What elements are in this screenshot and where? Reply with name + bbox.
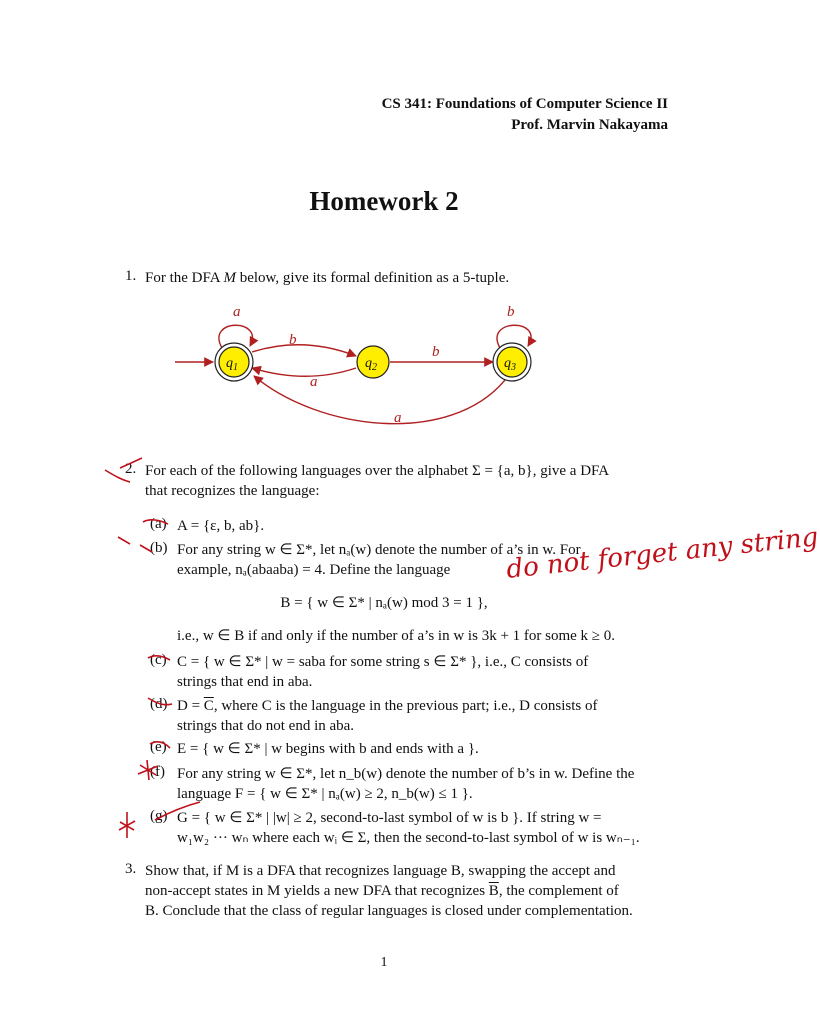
part-f-text: For any string w ∈ Σ*, let n_b(w) denote the number of b’s in w. Define the language F = { w ∈ Σ* | nₐ(w) ≥ 2, n_b(w) ≤ 1 }. [177, 766, 635, 802]
tick-mark-b [118, 537, 152, 552]
state-q2 [357, 346, 389, 378]
problem-2-number: 2. [125, 461, 137, 477]
problem-1-number: 1. [125, 268, 137, 284]
part-f-label: (f) [150, 764, 165, 780]
part-g-text: G = { w ∈ Σ* | |w| ≥ 2, second-to-last symbol of w is b }. If string w = w₁w₂ ··· wₙ where each wᵢ ∈ Σ, then the second-to-last symbol of w is wₙ₋₁. [177, 810, 640, 846]
dfa-diagram [0, 296, 768, 446]
star-mark-g [119, 812, 135, 838]
course-header [382, 94, 668, 136]
svg-text:q1: $q_1$ [226, 356, 238, 373]
part-e-text: E = { w ∈ Σ* | w begins with b and ends with a }. [177, 741, 479, 757]
edge-q1-q2-b [252, 345, 356, 356]
part-b-text: For any string w ∈ Σ*, let nₐ(w) denote the number of a’s in w. For example, nₐ(abaaba) = 4. Define the language [177, 542, 581, 578]
problem-3-number: 3. [125, 861, 137, 877]
professor-name: Prof. Marvin Nakayama [511, 117, 668, 133]
edge-label-q1-q2: b [289, 332, 297, 348]
edge-label-q2-q1: a [310, 374, 318, 390]
part-d-text: $D = \overline{C}$, where C is the language in the previous part; i.e., D consists of strings that do not end in aba. [177, 698, 598, 734]
state-q3 [493, 343, 531, 381]
page-title: Homework 2 [309, 186, 459, 216]
edge-label-q3-q1: a [394, 410, 402, 426]
part-d-label: (d) [150, 696, 168, 712]
edge-q3-q1-a [254, 376, 505, 424]
edge-q2-q1-a [252, 368, 356, 376]
part-a-label: (a) [150, 516, 167, 532]
svg-text:q3: $q_3$ [504, 356, 516, 373]
part-c-label: (c) [150, 652, 167, 668]
part-c-text: C = { w ∈ Σ* | w = saba for some string s ∈ Σ* }, i.e., C consists of strings that end in aba. [177, 654, 589, 690]
part-b-display-equation: B = { w ∈ Σ* | nₐ(w) mod 3 = 1 }, [280, 595, 488, 611]
part-b-explanation: i.e., w ∈ B if and only if the number of a’s in w is 3k + 1 for some k ≥ 0. [177, 628, 616, 644]
page-number: 1 [380, 955, 388, 970]
part-a-text: A = {ε, b, ab}. [177, 518, 265, 534]
problem-1-text: For the DFA M below, give its formal definition as a 5-tuple. [145, 270, 510, 286]
check-mark-problem-2 [105, 458, 142, 482]
svg-text:q2: $q_2$ [365, 356, 377, 373]
part-g-label: (g) [150, 808, 168, 824]
problem-3-text: Show that, if M is a DFA that recognizes language B, swapping the accept and non-accept states in M yields a new DFA that recognizes $\overline{B}$, the complement of B. Conclude that the class of regular languages is closed under complementation. [145, 863, 633, 919]
edge-label-q2-q3: b [432, 344, 440, 360]
part-e-label: (e) [150, 739, 167, 755]
course-title: CS 341: Foundations of Computer Science II [381, 96, 668, 112]
edge-label-q1-loop: a [233, 304, 241, 320]
state-q1 [215, 343, 253, 381]
part-b-label: (b) [150, 540, 168, 556]
handwritten-note: do not forget any string [505, 522, 820, 585]
problem-2-intro: For each of the following languages over the alphabet Σ = {a, b}, give a DFA that recognizes the language: [145, 463, 610, 499]
edge-label-q3-loop: b [507, 304, 515, 320]
